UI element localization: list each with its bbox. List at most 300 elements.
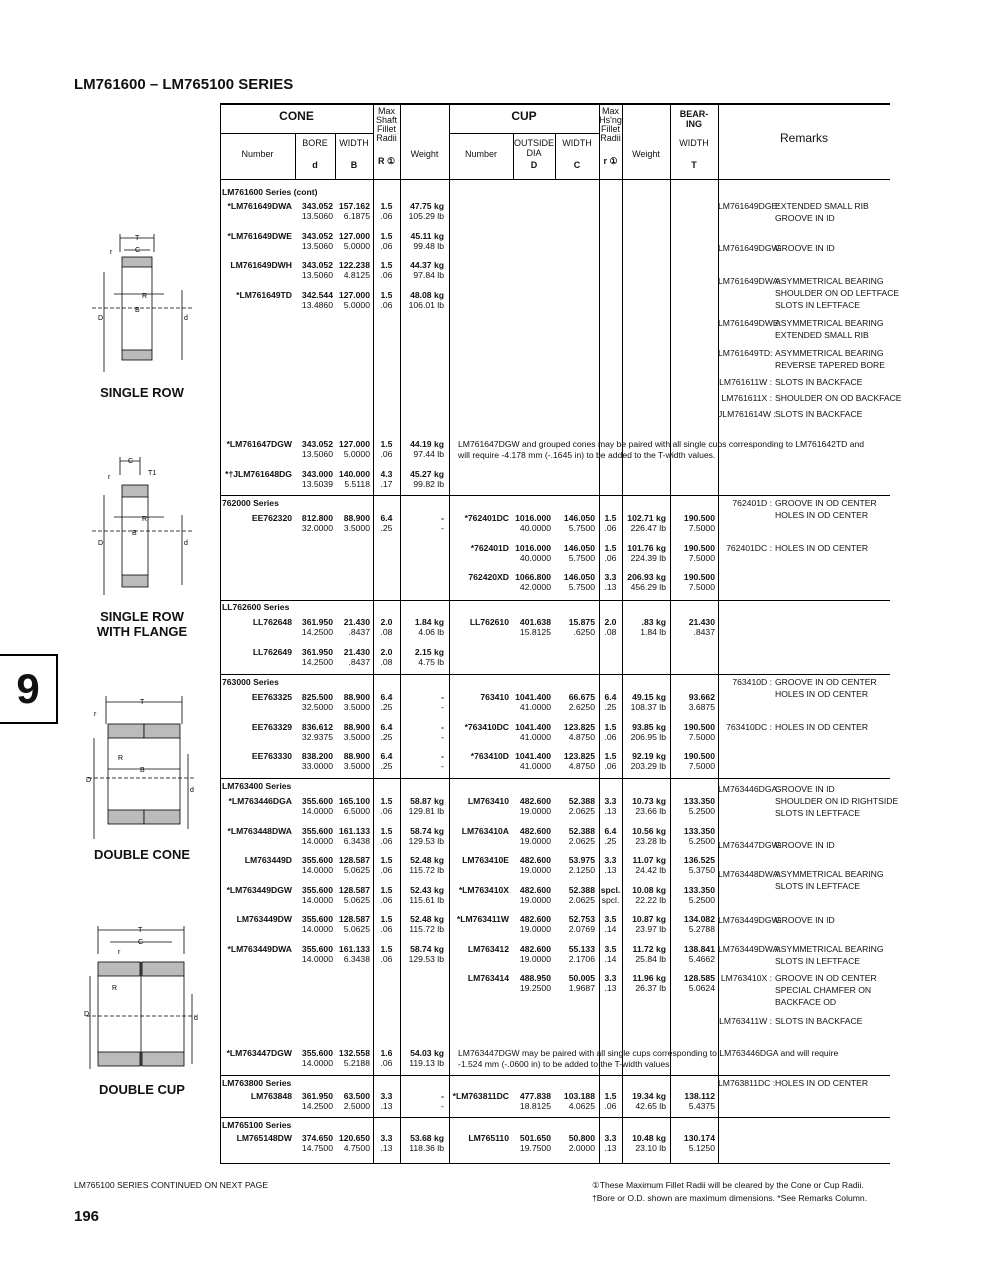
series-label: LM765100 Series [222, 1120, 292, 1130]
bore-imperial: 32.9375 [301, 732, 333, 742]
header-D: D [530, 160, 538, 170]
diagram-label-r: r [118, 949, 121, 956]
cup-number: *763410D [470, 751, 509, 761]
header-bearing-2: ING [685, 119, 702, 129]
series-label: LM763400 Series [222, 781, 292, 791]
cup-number: *762401D [470, 543, 509, 553]
od-metric: 1066.800 [515, 572, 551, 582]
cw-imperial: 2.1250 [568, 865, 595, 875]
cwt-metric: 11.07 kg [632, 855, 666, 865]
width-metric: 127.000 [338, 439, 370, 449]
cone-number: EE763330 [251, 751, 292, 761]
R-metric: 1.5 [380, 885, 393, 895]
wt-metric: 58.74 kg [410, 826, 444, 836]
footer-continued: LM765100 SERIES CONTINUED ON NEXT PAGE [74, 1180, 269, 1190]
remark-code: LM763811DC : [718, 1078, 776, 1088]
series-label: LM763800 Series [222, 1078, 292, 1088]
remark-text: ASYMMETRICAL BEARING [775, 276, 884, 286]
T-imperial: 5.0624 [688, 983, 715, 993]
od-imperial: 41.0000 [519, 761, 551, 771]
width-imperial: 5.0000 [343, 300, 370, 310]
cwt-imperial: 224.39 lb [630, 553, 666, 563]
remark-text: HOLES IN OD CENTER [775, 689, 869, 699]
width-metric: 88.900 [343, 692, 370, 702]
diagram-label-R: R [118, 755, 124, 762]
remark-code: LM761649TD: [718, 348, 773, 358]
pairing-note: LM763447DGW may be paired with all single cups corresponding to LM763446DGA and will require [458, 1048, 839, 1058]
r-imperial: .13 [604, 806, 617, 816]
cw-metric: 52.753 [568, 914, 595, 924]
header-cup: CUP [511, 109, 537, 123]
remark-text: GROOVE IN ID [775, 243, 835, 253]
diagram-label-d: d [184, 540, 188, 547]
cone-number: LM765148DW [236, 1133, 292, 1143]
remark-code: LM761611W : [719, 377, 772, 387]
cwt-imperial: 23.66 lb [635, 806, 666, 816]
diagram-label-r: r [108, 474, 111, 481]
T-imperial: 5.2500 [688, 806, 715, 816]
pairing-note: will require -4.178 mm (-.1645 in) to be added to the T-width values. [458, 450, 716, 460]
width-imperial: 6.1875 [343, 211, 370, 221]
R-imperial: .25 [380, 702, 393, 712]
width-imperial: 5.0000 [343, 449, 370, 459]
T-imperial: 5.4375 [688, 1101, 715, 1111]
header-bearing-1: BEAR- [679, 109, 709, 119]
width-imperial: 3.5000 [343, 523, 370, 533]
single-row-diagram [84, 232, 198, 377]
series-label: LL762600 Series [222, 602, 290, 612]
width-metric: 140.000 [338, 469, 370, 479]
cw-imperial: 2.0625 [568, 806, 595, 816]
r-metric: 1.5 [604, 722, 617, 732]
remark-text: ASYMMETRICAL BEARING [775, 869, 884, 879]
R-metric: 1.6 [380, 1048, 393, 1058]
width-imperial: 5.0000 [343, 241, 370, 251]
cw-metric: 15.875 [568, 617, 595, 627]
diagram-label-R: R [142, 516, 148, 523]
cone-number: *LM763447DGW [226, 1048, 292, 1058]
wt-metric: - [441, 692, 444, 702]
cwt-metric: 19.34 kg [632, 1091, 666, 1101]
cup-number: 762420XD [468, 572, 509, 582]
od-metric: 488.950 [519, 973, 551, 983]
header-max-2: Max [601, 106, 619, 116]
T-imperial: .8437 [693, 627, 715, 637]
wt-metric: - [441, 513, 444, 523]
r-metric: 1.5 [604, 543, 617, 553]
r-imperial: .13 [604, 582, 617, 592]
diagram-label-T1: T1 [148, 470, 157, 477]
cone-number: *LM761649TD [236, 290, 292, 300]
remark-text: GROOVE IN OD CENTER [775, 973, 877, 983]
bore-imperial: 14.2500 [301, 657, 333, 667]
width-imperial: 5.5118 [344, 479, 370, 489]
od-metric: 401.638 [519, 617, 551, 627]
remark-code: 763410D : [732, 677, 772, 687]
T-imperial: 5.4662 [688, 954, 715, 964]
cone-number: EE763325 [251, 692, 292, 702]
cw-metric: 53.975 [568, 855, 595, 865]
wt-imperial: - [441, 732, 444, 742]
T-metric: 138.841 [683, 944, 715, 954]
R-imperial: .06 [380, 895, 393, 905]
wt-imperial: - [441, 761, 444, 771]
cw-imperial: 5.7500 [568, 553, 595, 563]
od-metric: 482.600 [519, 944, 551, 954]
header-hsng: Hs'ng [599, 115, 622, 125]
header-weight: Weight [410, 149, 439, 159]
R-metric: 1.5 [380, 914, 393, 924]
T-metric: 133.350 [683, 796, 715, 806]
cwt-imperial: 23.28 lb [635, 836, 666, 846]
bore-imperial: 14.0000 [301, 1058, 333, 1068]
cw-metric: 50.800 [568, 1133, 595, 1143]
cw-imperial: 4.8750 [568, 761, 595, 771]
r-metric: 3.3 [604, 572, 617, 582]
bore-metric: 342.544 [301, 290, 333, 300]
R-metric: 1.5 [380, 855, 393, 865]
bore-metric: 355.600 [301, 944, 333, 954]
r-imperial: spcl. [601, 895, 620, 905]
T-imperial: 7.5000 [688, 582, 715, 592]
wt-imperial: 115.61 lb [409, 895, 444, 905]
cone-number: *LM761647DGW [226, 439, 292, 449]
bore-metric: 343.000 [301, 469, 333, 479]
width-metric: 21.430 [343, 647, 370, 657]
T-metric: 93.662 [688, 692, 715, 702]
r-metric: 6.4 [604, 692, 617, 702]
R-imperial: .17 [380, 479, 393, 489]
od-metric: 501.650 [519, 1133, 551, 1143]
remark-text: SLOTS IN BACKFACE [775, 1016, 863, 1026]
header-number-2: Number [464, 149, 497, 159]
header-B: B [350, 160, 358, 170]
diagram-label-d: d [184, 315, 188, 322]
cup-number: LM763414 [467, 973, 509, 983]
cw-imperial: 5.7500 [568, 582, 595, 592]
R-imperial: .25 [380, 732, 393, 742]
R-metric: 1.5 [380, 439, 393, 449]
remark-text: SLOTS IN LEFTFACE [775, 300, 861, 310]
width-metric: 157.162 [338, 201, 370, 211]
wt-imperial: 106.01 lb [408, 300, 444, 310]
header-T: T [691, 160, 697, 170]
header-outside: OUTSIDE [513, 138, 554, 148]
cup-number: LL762610 [469, 617, 509, 627]
wt-imperial: 129.53 lb [408, 954, 444, 964]
diagram-label-R: R [112, 985, 118, 992]
bore-imperial: 14.0000 [301, 924, 333, 934]
wt-metric: 53.68 kg [410, 1133, 444, 1143]
diagram-label-T: T [140, 699, 145, 706]
od-imperial: 19.2500 [519, 983, 551, 993]
cw-imperial: 2.6250 [568, 702, 595, 712]
bore-imperial: 13.4860 [301, 300, 333, 310]
diagram-label-C: C [135, 247, 141, 254]
cwt-imperial: 23.10 lb [635, 1143, 666, 1153]
R-metric: 3.3 [380, 1091, 393, 1101]
cw-imperial: 2.0625 [568, 895, 595, 905]
od-metric: 482.600 [519, 796, 551, 806]
r-imperial: .14 [604, 924, 617, 934]
diagram-label-T: T [135, 235, 140, 242]
header-C: C [573, 160, 581, 170]
R-imperial: .06 [380, 954, 393, 964]
od-metric: 1016.000 [515, 513, 551, 523]
header-dia: DIA [526, 148, 542, 158]
od-imperial: 19.0000 [519, 924, 551, 934]
r-imperial: .25 [604, 702, 617, 712]
width-imperial: 5.0625 [343, 895, 370, 905]
diagram-label-D: D [84, 1011, 90, 1018]
cw-metric: 50.005 [568, 973, 595, 983]
wt-metric: 48.08 kg [410, 290, 444, 300]
wt-metric: 52.48 kg [410, 914, 444, 924]
cwt-imperial: 24.42 lb [635, 865, 666, 875]
wt-metric: 2.15 kg [414, 647, 444, 657]
remark-text: SPECIAL CHAMFER ON [775, 985, 872, 995]
diagram-label-R: R [142, 293, 148, 300]
R-metric: 1.5 [380, 290, 393, 300]
cwt-metric: 10.08 kg [632, 885, 666, 895]
R-imperial: .13 [380, 1143, 393, 1153]
width-imperial: 6.5000 [343, 806, 370, 816]
remark-text: GROOVE IN OD CENTER [775, 498, 877, 508]
od-imperial: 19.0000 [519, 836, 551, 846]
od-metric: 1041.400 [515, 722, 551, 732]
R-metric: 2.0 [380, 647, 393, 657]
bore-metric: 825.500 [301, 692, 333, 702]
width-imperial: 3.5000 [343, 732, 370, 742]
r-imperial: .06 [604, 553, 617, 563]
bore-metric: 343.052 [301, 231, 333, 241]
R-metric: 6.4 [380, 513, 393, 523]
header-fillet-2: Fillet [600, 124, 620, 134]
R-imperial: .25 [380, 523, 393, 533]
page-title: LM761600 – LM765100 SERIES [74, 76, 294, 93]
remark-code: LM763411W : [719, 1016, 772, 1026]
cwt-imperial: 108.37 lb [630, 702, 666, 712]
r-imperial: .25 [604, 836, 617, 846]
remark-text: EXTENDED SMALL RIB [775, 330, 869, 340]
cwt-metric: 93.85 kg [632, 722, 666, 732]
cup-number: LM763412 [467, 944, 509, 954]
width-metric: 88.900 [343, 722, 370, 732]
width-imperial: 5.2188 [343, 1058, 370, 1068]
R-imperial: .13 [380, 1101, 393, 1111]
od-imperial: 19.0000 [519, 865, 551, 875]
bore-imperial: 14.0000 [301, 836, 333, 846]
bore-metric: 343.052 [301, 439, 333, 449]
cone-number: LL762648 [252, 617, 292, 627]
T-metric: 133.350 [683, 826, 715, 836]
R-metric: 1.5 [380, 201, 393, 211]
bore-metric: 361.950 [301, 617, 333, 627]
chapter-tab: 9 [0, 654, 58, 724]
T-metric: 190.500 [683, 572, 715, 582]
remark-text: ASYMMETRICAL BEARING [775, 348, 884, 358]
cup-number: *LM763411W [456, 914, 509, 924]
page-number: 196 [74, 1208, 100, 1225]
T-imperial: 5.3750 [688, 865, 715, 875]
od-imperial: 15.8125 [519, 627, 551, 637]
width-imperial: .8437 [348, 657, 370, 667]
remark-text: SHOULDER ON ID RIGHTSIDE [775, 796, 899, 806]
bore-metric: 355.600 [301, 1048, 333, 1058]
cup-number: *LM763811DC [452, 1091, 509, 1101]
header-R: R ① [377, 156, 396, 166]
wt-imperial: - [441, 523, 444, 533]
wt-metric: 52.48 kg [410, 855, 444, 865]
width-metric: 128.587 [338, 885, 370, 895]
header-weight-2: Weight [632, 149, 660, 159]
width-imperial: 5.0625 [343, 865, 370, 875]
R-metric: 6.4 [380, 751, 393, 761]
wt-metric: - [441, 722, 444, 732]
header-width: WIDTH [339, 138, 369, 148]
remark-text: SLOTS IN BACKFACE [775, 377, 863, 387]
double-cone-label: DOUBLE CONE [93, 847, 191, 862]
series-label: 762000 Series [222, 498, 279, 508]
cup-number: *LM763410X [458, 885, 509, 895]
cw-metric: 123.825 [563, 751, 595, 761]
width-metric: 165.100 [338, 796, 370, 806]
cwt-imperial: 226.47 lb [630, 523, 666, 533]
od-metric: 482.600 [519, 855, 551, 865]
remark-code: LM763448DWA: [718, 869, 781, 879]
R-imperial: .06 [380, 241, 393, 251]
cwt-imperial: 22.22 lb [635, 895, 666, 905]
cw-imperial: 4.0625 [568, 1101, 595, 1111]
width-metric: 161.133 [338, 826, 370, 836]
R-imperial: .06 [380, 1058, 393, 1068]
remark-text: HOLES IN OD CENTER [775, 1078, 869, 1088]
cone-number: *LM763449DWA [227, 944, 292, 954]
remark-text: HOLES IN OD CENTER [775, 543, 869, 553]
series-label: 763000 Series [222, 677, 279, 687]
r-imperial: .06 [604, 732, 617, 742]
cup-number: *762401DC [464, 513, 509, 523]
footer-note-2: †Bore or O.D. shown are maximum dimensions. *See Remarks Column. [592, 1193, 868, 1203]
cwt-imperial: 203.29 lb [630, 761, 666, 771]
header-radii: Radii [376, 133, 397, 143]
cone-number: LM763449D [244, 855, 292, 865]
header-cone: CONE [279, 109, 314, 123]
bore-metric: 343.052 [301, 201, 333, 211]
bore-metric: 355.600 [301, 855, 333, 865]
remark-code: LM763447DGW: [718, 840, 782, 850]
od-metric: 1041.400 [515, 751, 551, 761]
remark-text: GROOVE IN ID [775, 784, 835, 794]
header-radii-2: Radii [600, 133, 621, 143]
remark-code: 762401D : [732, 498, 772, 508]
remark-code: LM763449DGW: [718, 915, 782, 925]
od-imperial: 40.0000 [519, 553, 551, 563]
bore-metric: 355.600 [301, 885, 333, 895]
R-metric: 2.0 [380, 617, 393, 627]
cwt-metric: .83 kg [641, 617, 666, 627]
width-imperial: 2.5000 [343, 1101, 370, 1111]
bore-imperial: 14.0000 [301, 954, 333, 964]
r-metric: 2.0 [604, 617, 617, 627]
od-imperial: 19.0000 [519, 806, 551, 816]
T-metric: 136.525 [683, 855, 715, 865]
r-metric: 6.4 [604, 826, 617, 836]
width-imperial: 4.8125 [343, 270, 370, 280]
r-imperial: .13 [604, 1143, 617, 1153]
single-row-flange-label-1: SINGLE ROW [100, 609, 184, 624]
T-imperial: 5.2788 [688, 924, 715, 934]
od-imperial: 19.0000 [519, 895, 551, 905]
remark-text: GROOVE IN ID [775, 213, 835, 223]
header-remarks: Remarks [779, 131, 828, 145]
cwt-metric: 206.93 kg [627, 572, 666, 582]
cwt-imperial: 42.65 lb [635, 1101, 666, 1111]
wt-metric: 54.03 kg [410, 1048, 444, 1058]
wt-metric: - [441, 1091, 444, 1101]
cw-imperial: 5.7500 [568, 523, 595, 533]
cw-metric: 146.050 [563, 543, 595, 553]
wt-imperial: 115.72 lb [409, 865, 444, 875]
cwt-imperial: 456.29 lb [630, 582, 666, 592]
wt-metric: 44.19 kg [410, 439, 444, 449]
wt-metric: 45.27 kg [410, 469, 444, 479]
r-imperial: .06 [604, 1101, 617, 1111]
bore-metric: 812.800 [301, 513, 333, 523]
cw-metric: 123.825 [563, 722, 595, 732]
remark-text: GROOVE IN ID [775, 915, 835, 925]
remark-code: LM761611X : [721, 393, 772, 403]
od-imperial: 42.0000 [519, 582, 551, 592]
diagram-label-d: d [190, 787, 194, 794]
bore-metric: 361.950 [301, 1091, 333, 1101]
cw-metric: 52.388 [568, 885, 595, 895]
bore-imperial: 14.0000 [301, 895, 333, 905]
width-imperial: 5.0625 [343, 924, 370, 934]
cwt-metric: 49.15 kg [632, 692, 666, 702]
R-metric: 1.5 [380, 260, 393, 270]
cwt-imperial: 1.84 lb [640, 627, 666, 637]
T-imperial: 7.5000 [688, 732, 715, 742]
cw-imperial: 4.8750 [568, 732, 595, 742]
wt-imperial: - [441, 1101, 444, 1111]
cwt-imperial: 26.37 lb [635, 983, 666, 993]
T-metric: 133.350 [683, 885, 715, 895]
cone-number: *LM763448DWA [227, 826, 292, 836]
cw-imperial: 2.0625 [568, 836, 595, 846]
diagram-label-D: D [86, 777, 92, 784]
header-width-2: WIDTH [562, 138, 592, 148]
single-row-label: SINGLE ROW [100, 385, 184, 400]
od-metric: 482.600 [519, 914, 551, 924]
bore-imperial: 13.5060 [301, 270, 333, 280]
wt-metric: 1.84 kg [414, 617, 444, 627]
cw-imperial: 2.1706 [568, 954, 595, 964]
T-metric: 190.500 [683, 722, 715, 732]
cw-imperial: 1.9687 [568, 983, 595, 993]
header-r: r ① [603, 156, 618, 166]
width-imperial: 3.5000 [343, 761, 370, 771]
cup-number: LM763410A [461, 826, 509, 836]
remark-text: SLOTS IN BACKFACE [775, 409, 863, 419]
diagram-label-T: T [138, 927, 143, 934]
header-d: d [312, 160, 318, 170]
r-imperial: .13 [604, 865, 617, 875]
r-metric: 1.5 [604, 751, 617, 761]
cwt-metric: 101.76 kg [627, 543, 666, 553]
width-metric: 120.650 [338, 1133, 370, 1143]
remark-code: LM763446DGA: [718, 784, 780, 794]
